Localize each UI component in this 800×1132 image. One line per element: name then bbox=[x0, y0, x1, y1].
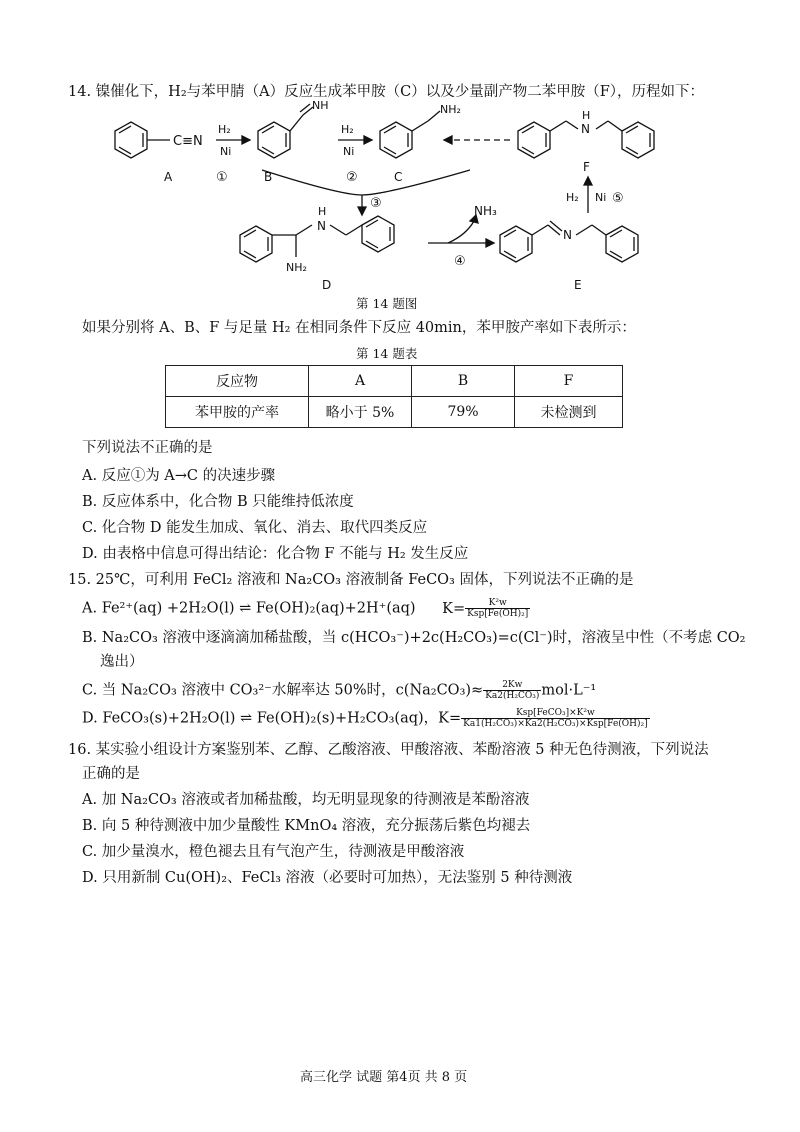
svg-text:NH₃: NH₃ bbox=[474, 204, 497, 218]
svg-text:H₂: H₂ bbox=[218, 123, 231, 136]
svg-text:N: N bbox=[581, 122, 590, 136]
nitrile-label: C≡N bbox=[173, 134, 203, 149]
svg-text:NH₂: NH₂ bbox=[440, 103, 461, 116]
svg-text:H₂: H₂ bbox=[341, 123, 354, 136]
svg-text:④: ④ bbox=[454, 254, 466, 269]
svg-text:Ni: Ni bbox=[220, 145, 232, 158]
svg-text:H₂: H₂ bbox=[566, 191, 579, 204]
label-b: B bbox=[264, 170, 273, 184]
q16-stem-line2: 正确的是 bbox=[82, 766, 140, 782]
q15-option-d: D. FeCO₃(s)+2H₂O(l) ⇌ Fe(OH)₂(s)+H₂CO₃(aq)，K= $\frac{\text{Ksp[FeCO₃]×K²w}}{\text{Ka1(H₂CO₃)×Ka2(H₂CO₃)×Ksp[Fe(OH)₂]}}$ bbox=[82, 708, 648, 729]
svg-text:③: ③ bbox=[370, 196, 382, 211]
benzene-ring-f-left bbox=[518, 122, 550, 158]
svg-text:Ni: Ni bbox=[343, 145, 355, 158]
benzene-ring-d-left bbox=[240, 226, 272, 262]
q14-stem: 14. 镍催化下，H₂与苯甲腈（A）反应生成苯甲胺（C）以及少量副产物二苯甲胺（F），历程如下： bbox=[68, 84, 704, 100]
q14-yield-table bbox=[165, 365, 623, 428]
label-f: F bbox=[583, 160, 590, 174]
benzene-ring-a bbox=[115, 122, 147, 158]
table-header-row: 反应物 A B F bbox=[166, 366, 623, 397]
svg-text:①: ① bbox=[216, 170, 228, 185]
q16-option-b: B. 向 5 种待测液中加少量酸性 KMnO₄ 溶液，充分振荡后紫色均褪去 bbox=[82, 818, 531, 834]
svg-text:Ni: Ni bbox=[595, 191, 607, 204]
benzene-ring-b bbox=[258, 122, 290, 158]
benzene-ring-e-left bbox=[500, 226, 532, 262]
page-footer: 高三化学 试题 第4页 共 8 页 bbox=[300, 1070, 468, 1085]
q14-intro: 如果分别将 A、B、F 与足量 H₂ 在相同条件下反应 40min，苯甲胺产率如下表所示： bbox=[82, 320, 636, 336]
q14-question: 下列说法不正确的是 bbox=[82, 440, 213, 456]
svg-text:NH₂: NH₂ bbox=[286, 261, 307, 274]
q15-option-c: C. 当 Na₂CO₃ 溶液中 CO₃²⁻水解率达 50%时，c(Na₂CO₃)≈ $\frac{2Kw}{\text{Ka2(H₂CO₃)}}$ mol·L⁻¹ bbox=[82, 680, 597, 701]
svg-text:⑤: ⑤ bbox=[612, 191, 624, 206]
q15-option-a: A. Fe²⁺(aq) +2H₂O(l) ⇌ Fe(OH)₂(aq)+2H⁺(aq) K= $\frac{\text{K²w}}{\text{Ksp[Fe(OH)₂]}}$ bbox=[82, 598, 529, 619]
figure-caption: 第 14 题图 bbox=[356, 296, 418, 311]
q16-option-c: C. 加少量溴水，橙色褪去且有气泡产生，待测液是甲酸溶液 bbox=[82, 844, 465, 860]
benzene-ring-d-right bbox=[362, 216, 394, 252]
svg-text:N: N bbox=[563, 228, 572, 242]
svg-text:H: H bbox=[582, 109, 591, 122]
label-a: A bbox=[164, 170, 173, 184]
benzene-ring-e-right bbox=[606, 226, 638, 262]
q14-option-b: B. 反应体系中，化合物 B 只能维持低浓度 bbox=[82, 494, 354, 510]
q16-stem-line1: 16. 某实验小组设计方案鉴别苯、乙醇、乙酸溶液、甲酸溶液、苯酚溶液 5 种无色待测液，下列说法 bbox=[68, 742, 709, 758]
benzene-ring-f-right bbox=[622, 122, 654, 158]
table-row: 苯甲胺的产率 略小于 5% 79% 未检测到 bbox=[166, 397, 623, 428]
q15-option-b-line1: B. Na₂CO₃ 溶液中逐滴滴加稀盐酸，当 c(HCO₃⁻)+2c(H₂CO₃)=c(Cl⁻)时，溶液呈中性（不考虑 CO₂ bbox=[82, 630, 746, 646]
q16-option-a: A. 加 Na₂CO₃ 溶液或者加稀盐酸，均无明显现象的待测液是苯酚溶液 bbox=[82, 792, 530, 808]
svg-text:H: H bbox=[318, 205, 327, 218]
label-c: C bbox=[394, 170, 403, 184]
q14-option-a: A. 反应①为 A→C 的决速步骤 bbox=[82, 468, 276, 484]
svg-text:NH: NH bbox=[312, 99, 329, 112]
benzene-ring-c bbox=[380, 122, 412, 158]
q14-option-d: D. 由表格中信息可得出结论：化合物 F 不能与 H₂ 发生反应 bbox=[82, 546, 469, 562]
svg-text:②: ② bbox=[346, 170, 358, 185]
q15-stem: 15. 25℃，可利用 FeCl₂ 溶液和 Na₂CO₃ 溶液制备 FeCO₃ 固体，下列说法不正确的是 bbox=[68, 572, 634, 588]
q15-option-b-line2: 逸出） bbox=[100, 654, 144, 670]
label-d: D bbox=[322, 278, 332, 292]
label-e: E bbox=[574, 278, 582, 292]
q16-option-d: D. 只用新制 Cu(OH)₂、FeCl₃ 溶液（必要时可加热），无法鉴别 5 种待测液 bbox=[82, 870, 573, 886]
q14-option-c: C. 化合物 D 能发生加成、氧化、消去、取代四类反应 bbox=[82, 520, 428, 536]
table-caption: 第 14 题表 bbox=[356, 346, 418, 361]
svg-text:N: N bbox=[317, 219, 326, 233]
